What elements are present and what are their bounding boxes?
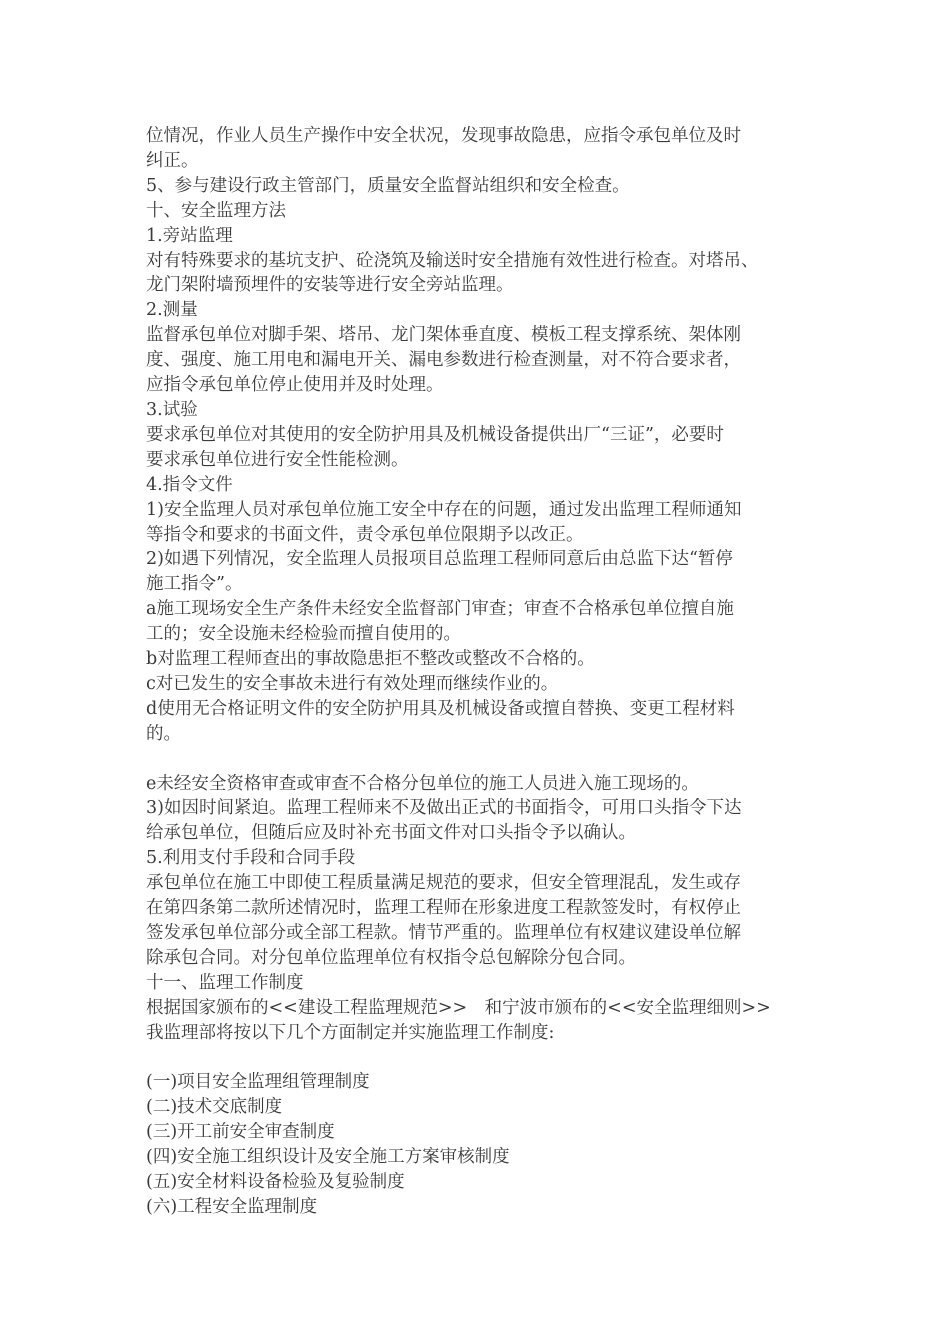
subsection-heading: 5.利用支付手段和合同手段 bbox=[146, 848, 356, 869]
list-item: (六)工程安全监理制度 bbox=[146, 1196, 318, 1217]
list-item: 1)安全监理人员对承包单位施工安全中存在的问题，通过发出监理工程师通知 bbox=[146, 499, 742, 520]
text-line: 等指令和要求的书面文件，责令承包单位限期予以改正。 bbox=[146, 524, 584, 545]
list-item: d使用无合格证明文件的安全防护用具及机械设备或擅自替换、变更工程材料 bbox=[146, 698, 735, 719]
list-item: 5、参与建设行政主管部门，质量安全监督站组织和安全检查。 bbox=[146, 175, 630, 196]
section-heading: 十一、监理工作制度 bbox=[146, 972, 304, 993]
list-item: (三)开工前安全审查制度 bbox=[146, 1122, 335, 1143]
text-line: 承包单位在施工中即使工程质量满足规范的要求，但安全管理混乱，发生或存 bbox=[146, 873, 741, 894]
list-item: (二)技术交底制度 bbox=[146, 1097, 283, 1118]
text-line: 给承包单位，但随后应及时补充书面文件对口头指令予以确认。 bbox=[146, 823, 636, 844]
text-line: 除承包合同。对分包单位监理单位有权指令总包解除分包合同。 bbox=[146, 947, 636, 968]
text-line: 要求承包单位进行安全性能检测。 bbox=[146, 449, 409, 470]
document-body bbox=[146, 124, 826, 1220]
text-line: 龙门架附墙预埋件的安装等进行安全旁站监理。 bbox=[146, 275, 514, 296]
text-line: 签发承包单位部分或全部工程款。情节严重的。监理单位有权建议建设单位解 bbox=[146, 922, 741, 943]
text-line: 要求承包单位对其使用的安全防护用具及机械设备提供出厂“三证”，必要时 bbox=[146, 424, 724, 445]
text-line: 施工指令”。 bbox=[146, 574, 243, 595]
list-item: 3)如因时间紧迫。监理工程师来不及做出正式的书面指令，可用口头指令下达 bbox=[146, 798, 742, 819]
list-item: c对已发生的安全事故未进行有效处理而继续作业的。 bbox=[146, 673, 559, 694]
text-line: 在第四条第二款所述情况时，监理工程师在形象进度工程款签发时，有权停止 bbox=[146, 898, 741, 919]
text-line: 纠正。 bbox=[146, 150, 199, 171]
text-line: 根据国家颁布的<<建设工程监理规范>> 和宁波市颁布的<<安全监理细则>> bbox=[146, 997, 771, 1018]
list-item: (四)安全施工组织设计及安全施工方案审核制度 bbox=[146, 1147, 510, 1168]
subsection-heading: 1.旁站监理 bbox=[146, 225, 233, 246]
text-line: 的。 bbox=[146, 723, 181, 744]
blank-line bbox=[146, 747, 826, 772]
subsection-heading: 3.试验 bbox=[146, 399, 198, 420]
subsection-heading: 4.指令文件 bbox=[146, 474, 233, 495]
list-item: (五)安全材料设备检验及复验制度 bbox=[146, 1172, 405, 1193]
blank-line bbox=[146, 1046, 826, 1071]
text-line: 位情况，作业人员生产操作中安全状况，发现事故隐患，应指令承包单位及时 bbox=[146, 126, 741, 146]
list-item: b对监理工程师查出的事故隐患拒不整改或整改不合格的。 bbox=[146, 649, 595, 670]
section-heading: 十、安全监理方法 bbox=[146, 200, 286, 221]
text-line: 工的；安全设施未经检验而擅自使用的。 bbox=[146, 624, 461, 645]
list-item: (一)项目安全监理组管理制度 bbox=[146, 1072, 370, 1093]
text-line: 对有特殊要求的基坑支护、砼浇筑及输送时安全措施有效性进行检查。对塔吊、 bbox=[146, 250, 759, 271]
subsection-heading: 2.测量 bbox=[146, 300, 198, 321]
text-line: 度、强度、施工用电和漏电开关、漏电参数进行检查测量，对不符合要求者， bbox=[146, 350, 741, 371]
text-line: 我监理部将按以下几个方面制定并实施监理工作制度: bbox=[146, 1022, 555, 1043]
list-item: e未经安全资格审查或审查不合格分包单位的施工人员进入施工现场的。 bbox=[146, 773, 699, 794]
list-item: 2)如遇下列情况，安全监理人员报项目总监理工程师同意后由总监下达“暂停 bbox=[146, 549, 733, 570]
list-item: a施工现场安全生产条件未经安全监督部门审查；审查不合格承包单位擅自施 bbox=[146, 599, 734, 620]
text-line: 应指令承包单位停止使用并及时处理。 bbox=[146, 375, 444, 396]
text-line: 监督承包单位对脚手架、塔吊、龙门架体垂直度、模板工程支撑系统、架体刚 bbox=[146, 325, 741, 346]
